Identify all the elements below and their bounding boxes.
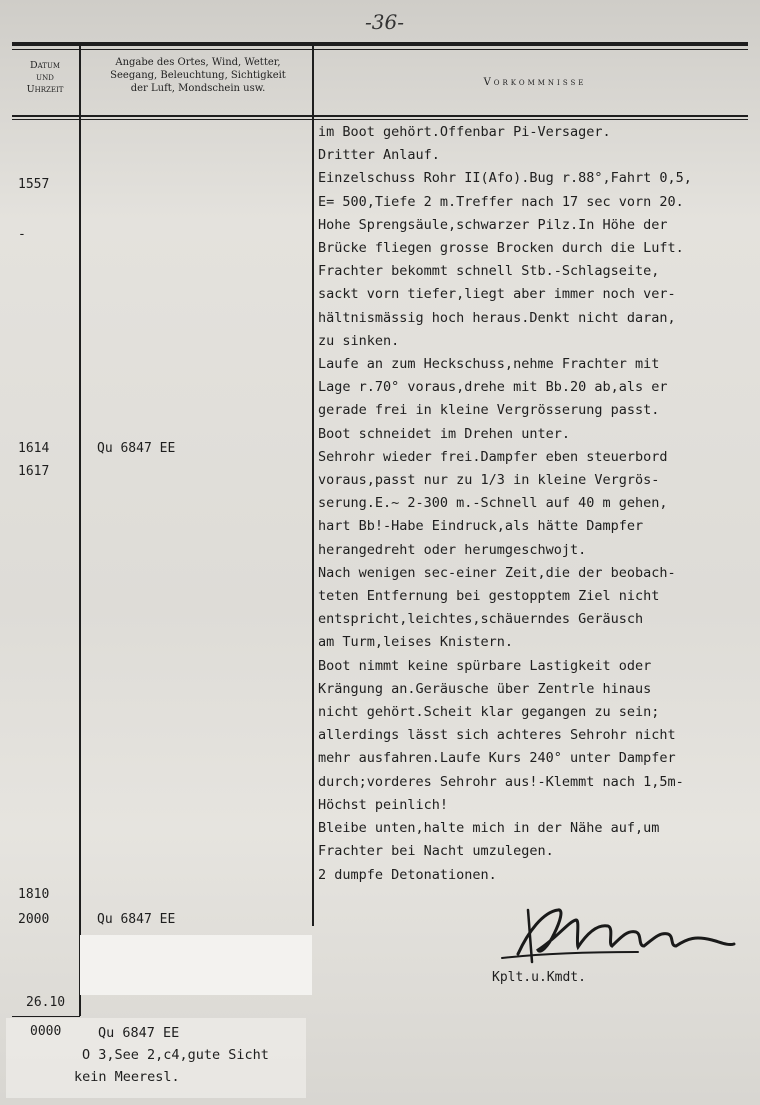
entry-line: allerdings lässt sich achteres Sehrohr nicht (318, 727, 676, 744)
entry-line: 2 dumpfe Detonationen. (318, 866, 497, 883)
entry-line: teten Entfernung bei gestopptem Ziel nicht (318, 588, 660, 605)
date-26-10: 26.10 (26, 995, 66, 1010)
entry-line: entspricht,leichtes,schäuerndes Geräusch (318, 611, 644, 628)
time-dash: - (18, 227, 26, 242)
time-1557: 1557 (18, 177, 50, 192)
entry-line: nicht gehört.Scheit klar gegangen zu sein; (318, 704, 660, 721)
time-1617: 1617 (18, 464, 50, 479)
time-1810: 1810 (18, 887, 50, 902)
entry-line: sackt vorn tiefer,liegt aber immer noch ver- (318, 286, 676, 303)
bottom-line-1: O 3,See 2,c4,gute Sicht (82, 1047, 269, 1063)
whiteout-patch (80, 935, 312, 995)
entry-line: mehr ausfahren.Laufe Kurs 240° unter Dampfer (318, 750, 676, 767)
entry-line: herangedreht oder herumgeschwojt. (318, 541, 587, 558)
entry-line: Dritter Anlauf. (318, 147, 440, 164)
entry-line: Laufe an zum Heckschuss,nehme Frachter mit (318, 356, 660, 373)
entry-line: Frachter bei Nacht umzulegen. (318, 843, 554, 860)
signature-image (498, 892, 738, 972)
bottom-line-2: kein Meeresl. (74, 1069, 180, 1085)
entry-line: Boot schneidet im Drehen unter. (318, 425, 570, 442)
header-bottom-rule (12, 115, 748, 117)
header-vorkommnisse: Vorkommnisse (483, 77, 587, 88)
position-2000: Qu 6847 EE (97, 912, 176, 927)
entry-line: Hohe Sprengsäule,schwarzer Pilz.In Höhe der (318, 216, 668, 233)
entry-line: Höchst peinlich! (318, 796, 449, 813)
header-top-rule (12, 42, 748, 46)
entry-line: Einzelschuss Rohr II(Afo).Bug r.88°,Fahrt 0,5, (318, 170, 692, 187)
entry-line: im Boot gehört.Offenbar Pi-Versager. (318, 124, 611, 140)
entry-line: zu sinken. (318, 332, 400, 349)
position-0000: Qu 6847 EE (98, 1025, 180, 1041)
entry-line: serung.E.~ 2-300 m.-Schnell auf 40 m gehen, (318, 495, 668, 512)
header-datum: Datum und Uhrzeit (26, 60, 64, 95)
entry-line: Sehrohr wieder frei.Dampfer eben steuerbord (318, 448, 668, 465)
entry-line: Krängung an.Geräusche über Zentrle hinaus (318, 680, 652, 697)
entry-line: Lage r.70° voraus,drehe mit Bb.20 ab,als er (318, 379, 668, 396)
entry-line: voraus,passt nur zu 1/3 in kleine Vergrös- (318, 472, 660, 489)
divider-angabe (312, 46, 314, 926)
date-rule-top (12, 1016, 80, 1017)
entry-line: am Turm,leises Knistern. (318, 634, 514, 651)
entry-line: Boot nimmt keine spürbare Lastigkeit oder (318, 657, 652, 674)
entry-line: Frachter bekommt schnell Stb.-Schlagseite, (318, 263, 660, 280)
header-bottom-rule-thin (12, 119, 748, 120)
entry-line: Brücke fliegen grosse Brocken durch die Luft. (318, 240, 684, 257)
time-2000: 2000 (18, 912, 50, 927)
entry-line: hältnismässig hoch heraus.Denkt nicht daran, (318, 309, 676, 326)
entry-line: durch;vorderes Sehrohr aus!-Klemmt nach 1,5m- (318, 773, 684, 790)
signature-caption: Kplt.u.Kmdt. (492, 970, 586, 985)
time-0000: 0000 (30, 1024, 62, 1039)
entry-line: hart Bb!-Habe Eindruck,als hätte Dampfer (318, 518, 644, 535)
entry-line: Bleibe unten,halte mich in der Nähe auf,um (318, 820, 660, 837)
entry-line: Nach wenigen sec-einer Zeit,die der beobach- (318, 564, 676, 581)
page-number: -36- (365, 10, 404, 34)
time-1614: 1614 (18, 441, 50, 456)
entry-line: gerade frei in kleine Vergrösserung passt. (318, 402, 660, 419)
divider-datum (79, 46, 81, 1016)
header-top-rule-thin (12, 49, 748, 50)
header-angabe: Angabe des Ortes, Wind, Wetter, Seegang, Beleuchtung, Sichtigkeit der Luft, Mondschein usw. (110, 57, 286, 94)
position-1614: Qu 6847 EE (97, 441, 176, 456)
entry-line: E= 500,Tiefe 2 m.Treffer nach 17 sec vorn 20. (318, 193, 684, 210)
entries (318, 121, 692, 887)
